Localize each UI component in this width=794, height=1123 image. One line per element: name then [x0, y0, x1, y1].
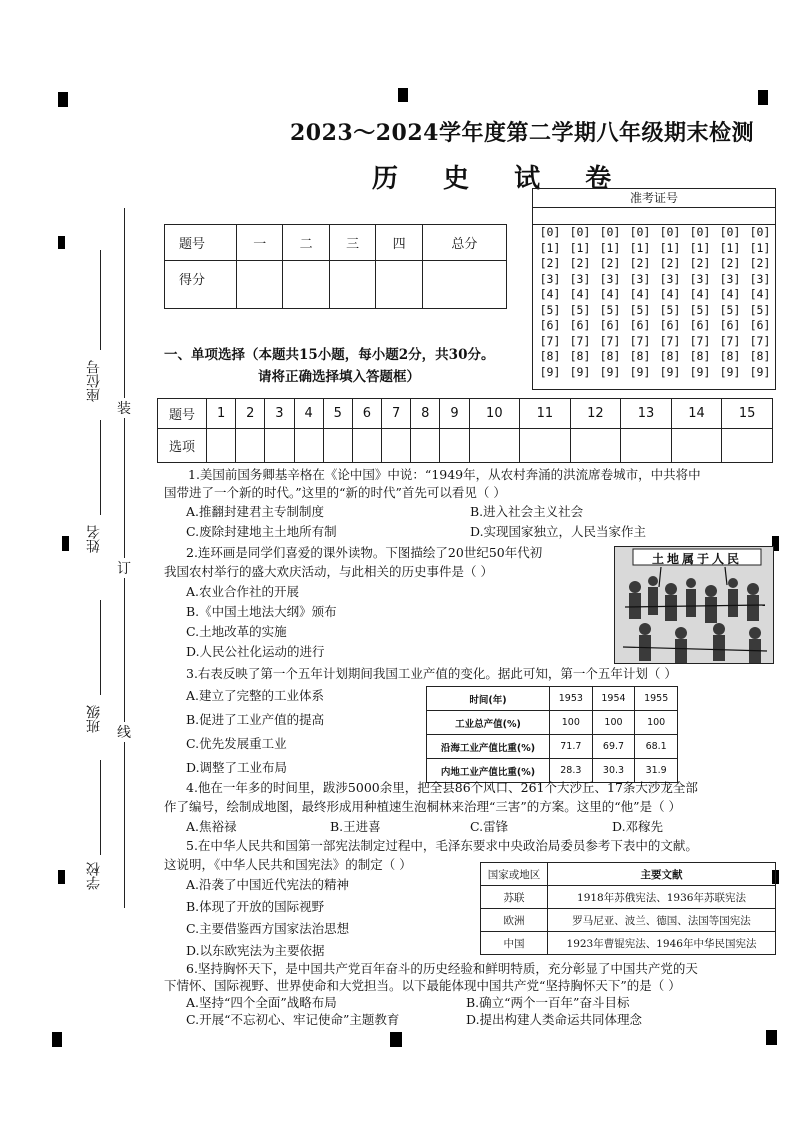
answer-cell[interactable] [570, 429, 621, 463]
answer-cell[interactable] [382, 429, 411, 463]
digit-bubble[interactable]: [0] [689, 225, 711, 239]
score-cell[interactable] [376, 261, 422, 309]
admission-digit-column[interactable] [655, 225, 685, 380]
answer-number: 15 [722, 399, 773, 429]
admission-digit-column[interactable] [685, 225, 715, 380]
answer-number: 14 [671, 399, 722, 429]
q2-stem-line2: 我国农村举行的盛大欢庆活动，与此相关的历史事件是（ ） [164, 564, 493, 579]
digit-bubble[interactable]: [1] [659, 240, 681, 255]
q2-option-d[interactable]: D.人民公社化运动的进行 [186, 644, 325, 659]
digit-bubble[interactable]: [0] [539, 225, 561, 239]
q2-stem-line1: 2.连环画是同学们喜爱的课外读物。下图描绘了20世纪50年代初 [186, 545, 543, 560]
answer-number: 4 [294, 399, 323, 429]
q3-table-header: 1955 [635, 687, 678, 711]
answer-table-label: 题号 [158, 399, 207, 429]
class-label: 班级 [86, 705, 102, 733]
digit-bubble[interactable]: [9] [599, 364, 621, 379]
exam-title: 2023～2024学年度第二学期八年级期末检测 [290, 120, 754, 146]
q1-option-d[interactable]: D.实现国家独立，人民当家作主 [470, 524, 647, 539]
q4-option-c[interactable]: C.雷锋 [470, 819, 509, 834]
digit-bubble[interactable]: [3] [629, 271, 651, 286]
admission-number-box [532, 188, 776, 390]
score-cell[interactable] [283, 261, 329, 309]
digit-bubble[interactable]: [3] [599, 271, 621, 286]
q6-stem-line1: 6.坚持胸怀天下，是中国共产党百年奋斗的历史经验和鲜明特质，充分彰显了中国共产党的天 [186, 961, 698, 976]
answer-number: 5 [323, 399, 352, 429]
digit-bubble[interactable]: [8] [659, 349, 681, 363]
q1-option-b[interactable]: B.进入社会主义社会 [470, 504, 584, 519]
digit-bubble[interactable]: [7] [539, 333, 561, 348]
q6-option-b[interactable]: B.确立“两个一百年”奋斗目标 [466, 995, 630, 1010]
q3-table-cell: 工业总产值(%) [427, 711, 550, 735]
digit-bubble[interactable]: [3] [659, 271, 681, 286]
q3-table-cell: 31.9 [635, 759, 678, 783]
digit-bubble[interactable]: [6] [539, 318, 561, 332]
q5-table-cell: 罗马尼亚、波兰、德国、法国等国宪法 [548, 909, 776, 932]
answer-cell[interactable] [671, 429, 722, 463]
score-header-label: 题号 [165, 225, 237, 261]
name-label: 姓名 [86, 525, 102, 553]
registration-mark [62, 536, 69, 551]
answer-cell[interactable] [323, 429, 352, 463]
q4-option-d[interactable]: D.邓稼先 [612, 819, 664, 834]
q3-option-a[interactable]: A.建立了完整的工业体系 [186, 688, 325, 703]
digit-bubble[interactable]: [9] [629, 364, 651, 379]
digit-bubble[interactable]: [9] [569, 364, 591, 379]
digit-bubble[interactable]: [0] [629, 225, 651, 239]
answer-cell[interactable] [520, 429, 571, 463]
registration-mark [390, 1032, 402, 1047]
answer-number: 12 [570, 399, 621, 429]
digit-bubble[interactable]: [0] [719, 225, 741, 239]
digit-bubble[interactable]: [3] [689, 271, 711, 286]
q4-stem-line1: 4.他在一年多的时间里，跋涉5000余里，把全县86个风口、261个大沙丘、17条大沙龙全部 [186, 780, 698, 795]
q5-option-d[interactable]: D.以东欧宪法为主要依据 [186, 943, 325, 958]
digit-bubble[interactable]: [8] [719, 349, 741, 363]
q5-option-b[interactable]: B.体现了开放的国际视野 [186, 899, 325, 914]
q6-option-c[interactable]: C.开展“不忘初心、牢记使命”主题教育 [186, 1012, 400, 1027]
q1-stem-line2: 国带进了一个新的时代。”这里的“新的时代”首先可以看见（ ） [164, 485, 506, 500]
admission-digit-column[interactable] [715, 225, 745, 380]
q5-table-cell: 欧洲 [481, 909, 548, 932]
q5-document-table [480, 862, 776, 955]
answer-table-option-label: 选项 [158, 429, 207, 463]
q5-table-cell: 苏联 [481, 886, 548, 909]
score-header-total: 总分 [422, 225, 506, 261]
digit-bubble[interactable]: [7] [599, 333, 621, 348]
digit-bubble[interactable]: [2] [569, 256, 591, 270]
q4-option-b[interactable]: B.王进喜 [330, 819, 381, 834]
answer-number: 3 [265, 399, 294, 429]
binding-char-ding: 订 [117, 558, 131, 578]
registration-mark [398, 88, 408, 102]
admission-number-write-row[interactable] [533, 208, 775, 225]
digit-bubble[interactable]: [0] [569, 225, 591, 239]
digit-bubble[interactable]: [9] [749, 364, 771, 379]
registration-mark [58, 870, 65, 884]
q3-table-cell: 28.3 [550, 759, 593, 783]
digit-bubble[interactable]: [7] [719, 333, 741, 348]
q3-table-cell: 69.7 [592, 735, 635, 759]
digit-bubble[interactable]: [4] [599, 287, 621, 301]
school-blank[interactable] [100, 760, 101, 855]
answer-cell[interactable] [411, 429, 440, 463]
score-table [164, 224, 507, 309]
registration-mark [758, 90, 768, 105]
admission-digit-column[interactable] [625, 225, 655, 380]
digit-bubble[interactable]: [9] [719, 364, 741, 379]
digit-bubble[interactable]: [5] [569, 302, 591, 317]
digit-bubble[interactable]: [2] [689, 256, 711, 270]
q5-table-cell: 1923年曹锟宪法、1946年中华民国宪法 [548, 932, 776, 955]
q3-stem-line1: 3.右表反映了第一个五年计划期间我国工业产值的变化。据此可知，第一个五年计划（ ） [186, 666, 677, 681]
q3-data-table [426, 686, 678, 783]
digit-bubble[interactable]: [3] [539, 271, 561, 286]
answer-cell[interactable] [440, 429, 469, 463]
q3-table-cell: 100 [592, 711, 635, 735]
q5-table-cell: 1918年苏俄宪法、1936年苏联宪法 [548, 886, 776, 909]
digit-bubble[interactable]: [5] [629, 302, 651, 317]
digit-bubble[interactable]: [4] [539, 287, 561, 301]
digit-bubble[interactable]: [9] [689, 364, 711, 379]
q3-option-c[interactable]: C.优先发展重工业 [186, 736, 287, 751]
digit-bubble[interactable]: [0] [599, 225, 621, 239]
digit-bubble[interactable]: [5] [749, 302, 771, 317]
digit-bubble[interactable]: [5] [659, 302, 681, 317]
q1-stem-line1: 1.美国前国务卿基辛格在《论中国》中说：“1949年，从农村奔涌的洪流席卷城市，中共将中 [188, 467, 701, 482]
answer-cell[interactable] [722, 429, 773, 463]
digit-bubble[interactable]: [7] [629, 333, 651, 348]
answer-number: 2 [236, 399, 265, 429]
digit-bubble[interactable]: [4] [659, 287, 681, 301]
q5-table-header: 主要文献 [548, 863, 776, 886]
answer-cell[interactable] [469, 429, 520, 463]
answer-number: 10 [469, 399, 520, 429]
digit-bubble[interactable]: [2] [659, 256, 681, 270]
digit-bubble[interactable]: [7] [659, 333, 681, 348]
digit-bubble[interactable]: [5] [689, 302, 711, 317]
score-header-2: 二 [283, 225, 329, 261]
digit-bubble[interactable]: [8] [629, 349, 651, 363]
subject-title: 历 史 试 卷 [372, 164, 630, 194]
answer-number: 13 [621, 399, 672, 429]
q3-table-header: 时间(年) [427, 687, 550, 711]
digit-bubble[interactable]: [6] [689, 318, 711, 332]
score-cell[interactable] [422, 261, 506, 309]
q3-table-cell: 沿海工业产值比重(%) [427, 735, 550, 759]
q1-option-c[interactable]: C.废除封建地主土地所有制 [186, 524, 337, 539]
digit-bubble[interactable]: [4] [719, 287, 741, 301]
digit-bubble[interactable]: [7] [749, 333, 771, 348]
digit-bubble[interactable]: [0] [749, 225, 771, 239]
digit-bubble[interactable]: [2] [539, 256, 561, 270]
digit-bubble[interactable]: [1] [719, 240, 741, 255]
digit-bubble[interactable]: [2] [719, 256, 741, 270]
q1-option-a[interactable]: A.推翻封建君主专制制度 [186, 504, 325, 519]
answer-number: 6 [352, 399, 381, 429]
digit-bubble[interactable]: [2] [599, 256, 621, 270]
registration-mark [58, 236, 65, 249]
q2-comic-caption: 土地属于人民 [651, 552, 742, 566]
digit-bubble[interactable]: [6] [659, 318, 681, 332]
q3-table-cell: 71.7 [550, 735, 593, 759]
score-header-3: 三 [329, 225, 375, 261]
digit-bubble[interactable]: [8] [599, 349, 621, 363]
score-header-4: 四 [376, 225, 422, 261]
name-blank[interactable] [100, 420, 101, 515]
digit-bubble[interactable]: [3] [569, 271, 591, 286]
registration-mark [766, 1030, 777, 1045]
q3-table-cell: 内地工业产值比重(%) [427, 759, 550, 783]
digit-bubble[interactable]: [6] [749, 318, 771, 332]
q5-option-a[interactable]: A.沿袭了中国近代宪法的精神 [186, 877, 350, 892]
answer-number: 11 [520, 399, 571, 429]
digit-bubble[interactable]: [1] [689, 240, 711, 255]
admission-number-title: 准考证号 [533, 189, 775, 208]
binding-char-zhuang: 装 [117, 398, 131, 418]
digit-bubble[interactable]: [5] [539, 302, 561, 317]
q2-option-c[interactable]: C.土地改革的实施 [186, 624, 287, 639]
answer-cell[interactable] [265, 429, 294, 463]
digit-bubble[interactable]: [8] [539, 349, 561, 363]
digit-bubble[interactable]: [6] [629, 318, 651, 332]
digit-bubble[interactable]: [7] [689, 333, 711, 348]
q6-option-d[interactable]: D.提出构建人类命运共同体理念 [466, 1012, 643, 1027]
answer-cell[interactable] [207, 429, 236, 463]
admission-digit-column[interactable] [595, 225, 625, 380]
q2-comic-illustration [614, 546, 774, 664]
digit-bubble[interactable]: [1] [569, 240, 591, 255]
digit-bubble[interactable]: [8] [689, 349, 711, 363]
answer-number: 7 [382, 399, 411, 429]
q3-table-cell: 68.1 [635, 735, 678, 759]
digit-bubble[interactable]: [5] [719, 302, 741, 317]
q4-stem-line2: 作了编号，绘制成地图，最终形成用种植速生泡桐林来治理“三害”的方案。这里的“他”是（ ） [164, 799, 682, 814]
score-row-label: 得分 [165, 261, 237, 309]
score-cell[interactable] [329, 261, 375, 309]
q5-stem-line1: 5.在中华人民共和国第一部宪法制定过程中，毛泽东要求中央政治局委员参考下表中的文献。 [186, 838, 698, 853]
q3-table-header: 1953 [550, 687, 593, 711]
q6-stem-line2: 下情怀、国际视野、世界使命和大党担当。以下最能体现中国共产党“坚持胸怀天下”的是（ ） [164, 978, 681, 993]
answer-cell[interactable] [294, 429, 323, 463]
q5-stem-line2: 这说明，《中华人民共和国宪法》的制定（ ） [164, 857, 412, 872]
q5-table-header: 国家或地区 [481, 863, 548, 886]
digit-bubble[interactable]: [4] [749, 287, 771, 301]
q5-option-c[interactable]: C.主要借鉴西方国家法治思想 [186, 921, 350, 936]
digit-bubble[interactable]: [1] [599, 240, 621, 255]
digit-bubble[interactable]: [4] [569, 287, 591, 301]
section-heading: 一、单项选择（本题共15小题，每小题2分，共30分。 [164, 347, 495, 363]
digit-bubble[interactable]: [0] [659, 225, 681, 239]
seat-number-blank[interactable] [100, 250, 101, 350]
answer-number: 1 [207, 399, 236, 429]
score-cell[interactable] [237, 261, 283, 309]
digit-bubble[interactable]: [9] [539, 364, 561, 379]
q3-option-b[interactable]: B.促进了工业产值的提高 [186, 712, 325, 727]
score-header-1: 一 [237, 225, 283, 261]
q3-table-cell: 100 [550, 711, 593, 735]
digit-bubble[interactable]: [8] [569, 349, 591, 363]
digit-bubble[interactable]: [1] [629, 240, 651, 255]
q3-table-cell: 100 [635, 711, 678, 735]
admission-digit-column[interactable] [565, 225, 595, 380]
registration-mark [58, 92, 68, 107]
q5-table-cell: 中国 [481, 932, 548, 955]
digit-bubble[interactable]: [5] [599, 302, 621, 317]
digit-bubble[interactable]: [1] [539, 240, 561, 255]
q6-option-a[interactable]: A.坚持“四个全面”战略布局 [186, 995, 337, 1010]
registration-mark [52, 1032, 62, 1047]
digit-bubble[interactable]: [1] [749, 240, 771, 255]
class-blank[interactable] [100, 600, 101, 695]
answer-number: 8 [411, 399, 440, 429]
digit-bubble[interactable]: [7] [569, 333, 591, 348]
admission-digit-column[interactable] [745, 225, 775, 380]
section-heading-2: 请将正确选择填入答题框） [258, 369, 420, 385]
admission-digit-column[interactable] [535, 225, 565, 380]
answer-number: 9 [440, 399, 469, 429]
digit-bubble[interactable]: [9] [659, 364, 681, 379]
digit-bubble[interactable]: [3] [719, 271, 741, 286]
seat-number-label: 座位号 [86, 360, 102, 402]
q2-option-a[interactable]: A.农业合作社的开展 [186, 584, 300, 599]
digit-bubble[interactable]: [3] [749, 271, 771, 286]
q2-option-b[interactable]: B.《中国土地法大纲》颁布 [186, 604, 337, 619]
digit-bubble[interactable]: [2] [629, 256, 651, 270]
q3-option-d[interactable]: D.调整了工业布局 [186, 760, 288, 775]
binding-char-xian: 线 [117, 722, 131, 742]
digit-bubble[interactable]: [4] [629, 287, 651, 301]
school-label: 学校 [86, 862, 102, 890]
digit-bubble[interactable]: [8] [749, 349, 771, 363]
digit-bubble[interactable]: [6] [719, 318, 741, 332]
digit-bubble[interactable]: [6] [599, 318, 621, 332]
digit-bubble[interactable]: [2] [749, 256, 771, 270]
q3-table-header: 1954 [592, 687, 635, 711]
q3-table-cell: 30.3 [592, 759, 635, 783]
answer-cell[interactable] [352, 429, 381, 463]
answer-cell[interactable] [621, 429, 672, 463]
digit-bubble[interactable]: [4] [689, 287, 711, 301]
answer-table [157, 398, 773, 463]
digit-bubble[interactable]: [6] [569, 318, 591, 332]
q4-option-a[interactable]: A.焦裕禄 [186, 819, 237, 834]
answer-cell[interactable] [236, 429, 265, 463]
